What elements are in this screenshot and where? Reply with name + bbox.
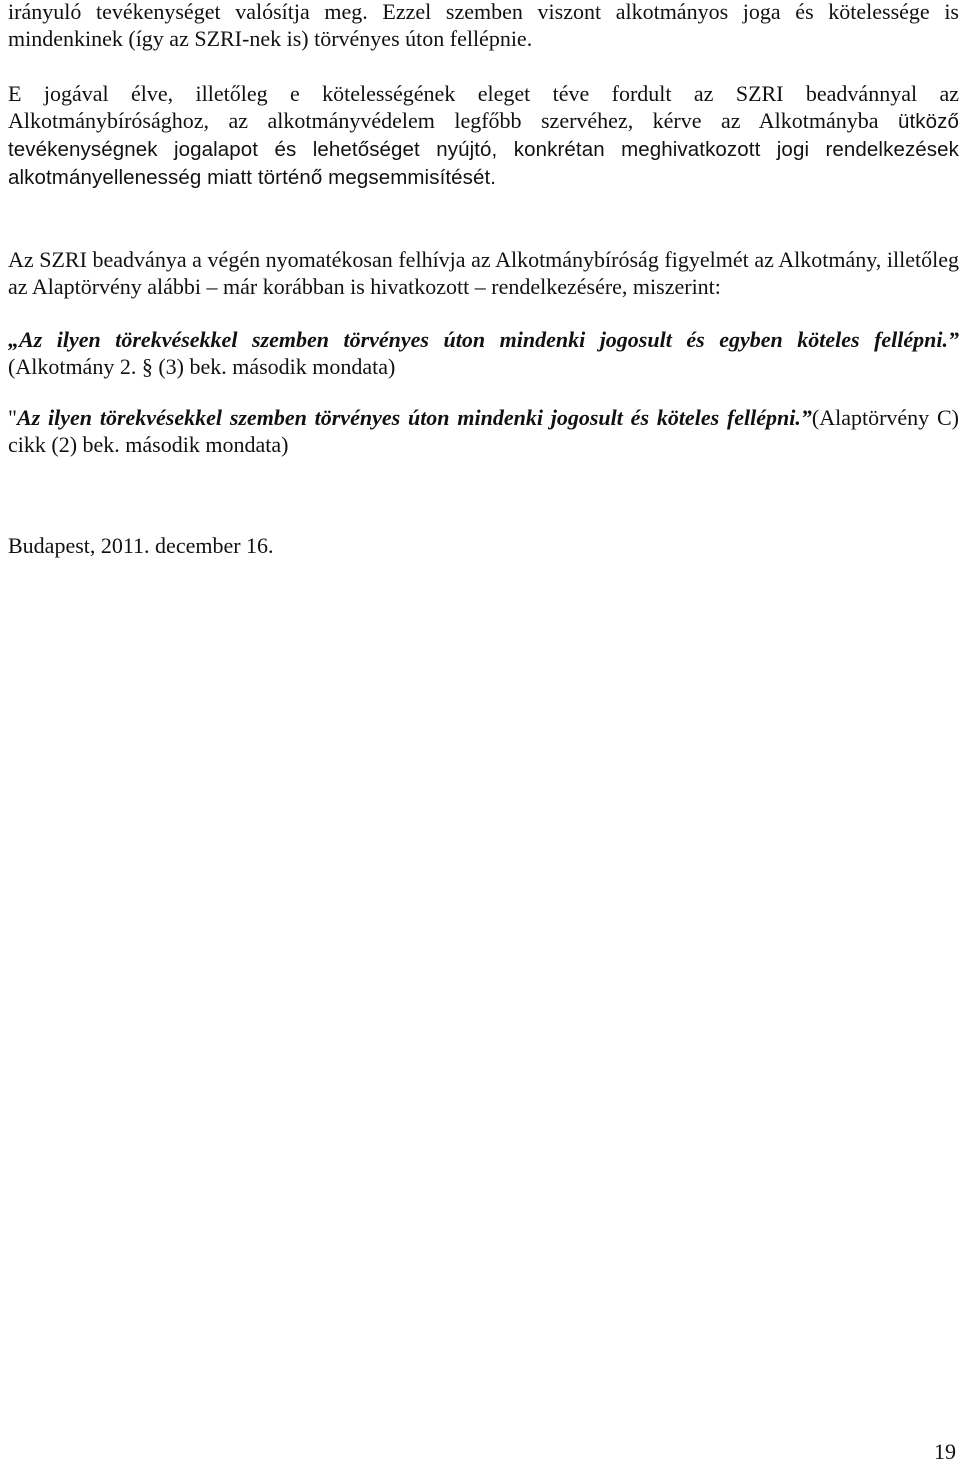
paragraph-3: Az SZRI beadványa a végén nyomatékosan felhívja az Alkotmánybíróság figyelmét az Alkotmány, illetőleg az Alaptörvény alábbi – már korábban is hivatkozott – rendelkezésére, miszerint: bbox=[8, 247, 959, 299]
paragraph-2-sans-text: ütköző tevékenységnek jogalapot és lehetőséget nyújtó, konkrétan meghivatkozott jogi rendelkezések alkotmányellenesség miatt történő megsemmisítését. bbox=[8, 110, 959, 189]
quote-2-source: (Alaptörvény C) cikk (2) bek. második mondata) bbox=[8, 405, 959, 457]
quote-2-open-mark: " bbox=[8, 405, 17, 430]
quote-alaptorveny bbox=[8, 404, 959, 458]
quote-1-source: (Alkotmány 2. § (3) bek. második mondata) bbox=[8, 354, 396, 379]
date-line: Budapest, 2011. december 16. bbox=[8, 533, 274, 558]
paragraph-1: irányuló tevékenységet valósítja meg. Ezzel szemben viszont alkotmányos joga és kötelessége is mindenkinek (így az SZRI-nek is) törvényes úton fellépnie. bbox=[8, 0, 959, 51]
quote-1-close-mark: ” bbox=[948, 327, 959, 352]
paragraph-2 bbox=[8, 80, 959, 191]
quote-alkotmany bbox=[8, 326, 959, 380]
quote-2-emphasis: Az ilyen törekvésekkel szemben törvényes úton mindenki jogosult és köteles fellépni. bbox=[16, 405, 801, 430]
quote-1-open-mark: „ bbox=[8, 327, 19, 352]
paragraph-2-serif-text: E jogával élve, illetőleg e kötelességének eleget téve fordult az SZRI beadvánnyal az Alkotmánybírósághoz, az alkotmányvédelem legfőbb szervéhez, kérve az Alkotmányba bbox=[8, 81, 959, 133]
page-number: 19 bbox=[934, 1439, 956, 1464]
quote-1-emphasis: Az ilyen törekvésekkel szemben törvényes úton mindenki jogosult és egyben köteles fellépni. bbox=[19, 327, 948, 352]
quote-2-close-mark: ” bbox=[800, 405, 812, 430]
